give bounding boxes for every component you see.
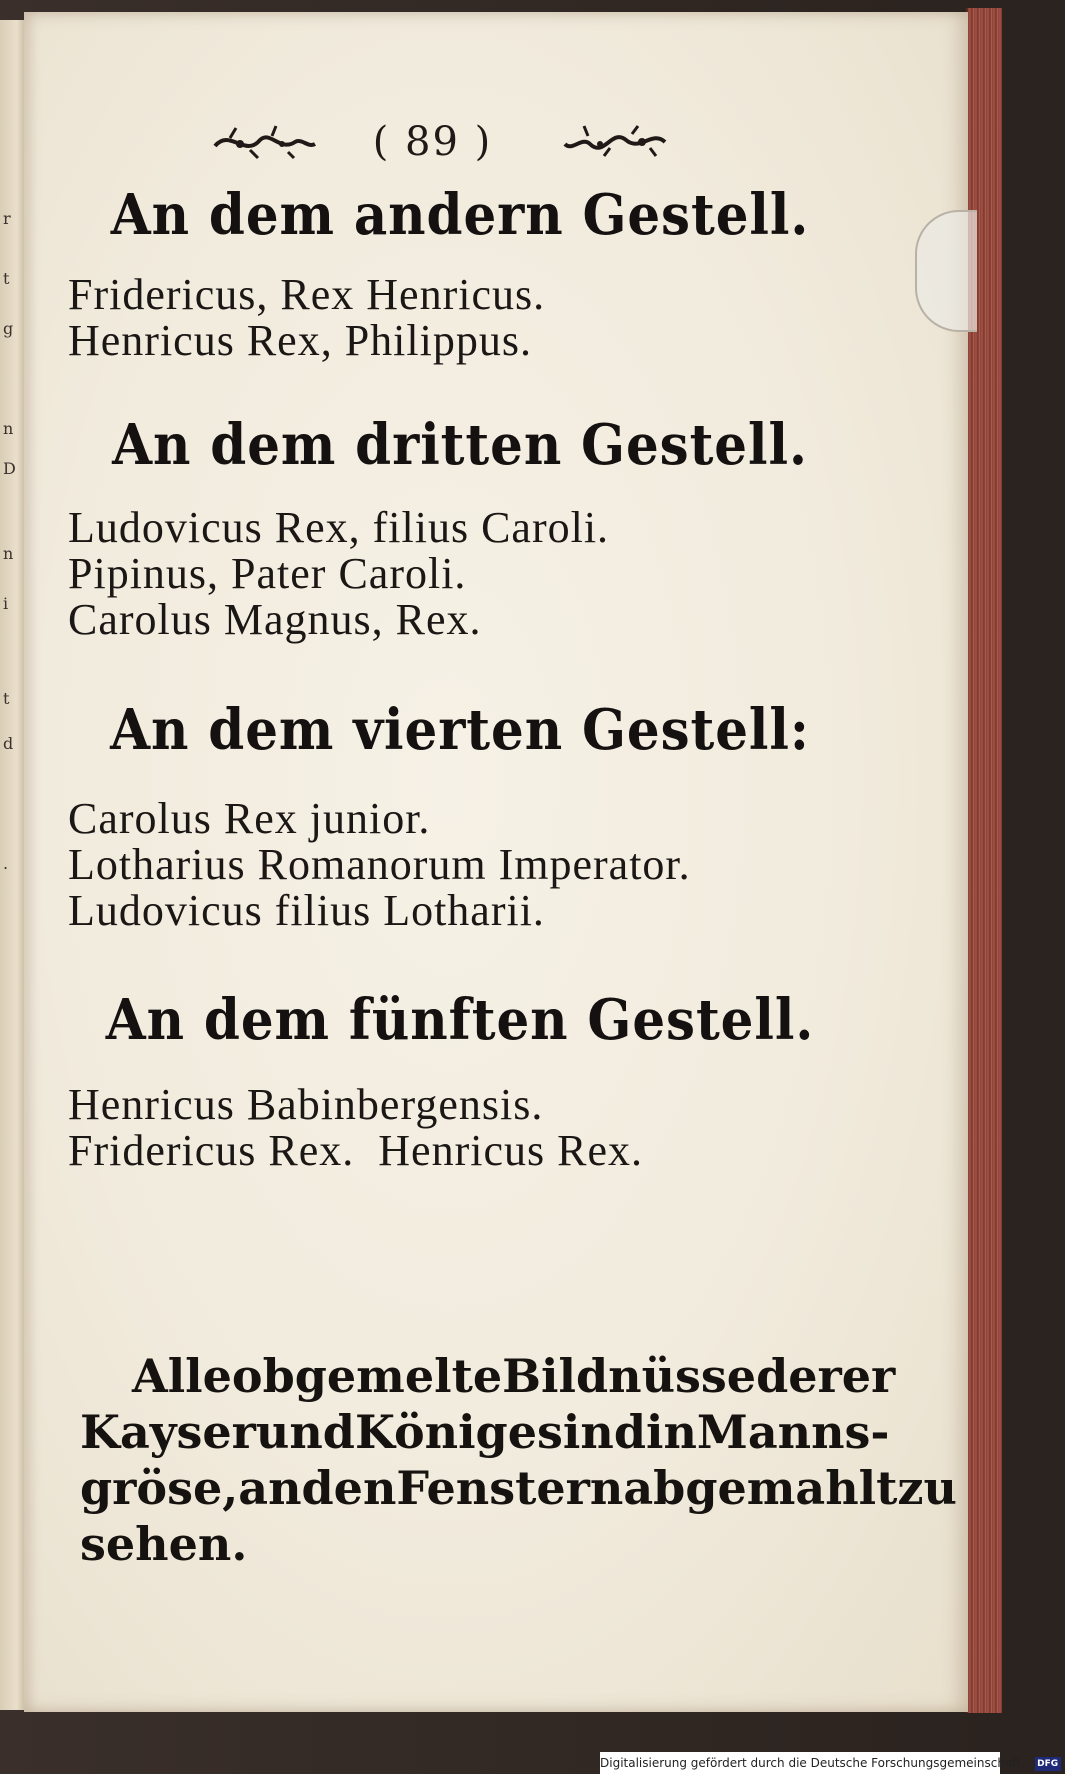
text-line: Henricus Rex, Philippus. xyxy=(68,316,532,365)
bleed-through-mark: t xyxy=(3,269,10,288)
section-lines xyxy=(68,505,868,643)
bleed-through-mark: . xyxy=(3,854,9,873)
paragraph-word: Alle xyxy=(132,1349,232,1403)
bleed-through-mark: d xyxy=(3,734,14,753)
section-heading: An dem fünften Gestell. xyxy=(105,987,815,1053)
credit-text: Digitalisierung gefördert durch die Deutsche Forschungsgemeinschaft · xyxy=(600,1756,1029,1770)
paragraph-word: Könige xyxy=(354,1405,537,1459)
paragraph-line xyxy=(80,1348,896,1404)
section-heading: An dem vierten Gestell: xyxy=(110,697,810,763)
section-lines xyxy=(68,1082,868,1174)
paragraph-word: Manns- xyxy=(696,1405,890,1459)
digitization-credit xyxy=(600,1752,1059,1774)
text-line: Fridericus Rex. Henricus Rex. xyxy=(68,1126,643,1175)
paragraph-word: Fenstern xyxy=(396,1461,624,1515)
section-lines xyxy=(68,796,868,934)
paragraph-word: an xyxy=(238,1461,302,1515)
paragraph-line xyxy=(80,1460,957,1516)
bleed-through-mark: g xyxy=(3,319,14,338)
ornament-right-icon xyxy=(560,118,670,168)
page-tab-marker xyxy=(915,210,977,332)
paragraph-line: sehen. xyxy=(80,1517,248,1571)
bleed-through-mark: n xyxy=(3,544,14,563)
text-line: Fridericus, Rex Henricus. xyxy=(68,270,546,319)
paragraph-word: in xyxy=(645,1405,697,1459)
dfg-logo: DFG xyxy=(1035,1757,1061,1771)
previous-page-edge xyxy=(0,20,25,1710)
text-line: Carolus Magnus, Rex. xyxy=(68,595,482,644)
bleed-through-mark: n xyxy=(3,419,14,438)
paragraph-line xyxy=(80,1404,890,1460)
page-header xyxy=(190,112,670,172)
section-heading: An dem dritten Gestell. xyxy=(112,412,808,478)
paragraph-word: derer xyxy=(756,1349,896,1403)
ornament-left-icon xyxy=(210,118,320,168)
text-line: Pipinus, Pater Caroli. xyxy=(68,549,467,598)
bleed-through-mark: D xyxy=(3,459,16,478)
text-line: Lotharius Romanorum Imperator. xyxy=(68,840,691,889)
paragraph-word: Bildnüsse xyxy=(502,1349,757,1403)
section-heading: An dem andern Gestell. xyxy=(110,182,810,248)
text-line: Henricus Babinbergensis. xyxy=(68,1080,544,1129)
paragraph-word: sind xyxy=(537,1405,646,1459)
section-lines xyxy=(68,272,868,364)
paragraph-word: zu xyxy=(897,1461,957,1515)
text-line: Carolus Rex junior. xyxy=(68,794,431,843)
paragraph-word: gröse, xyxy=(80,1461,239,1515)
paragraph-word: Kayser xyxy=(80,1405,256,1459)
paragraph-word: abgemahlt xyxy=(623,1461,898,1515)
paragraph-word: und xyxy=(255,1405,355,1459)
closing-paragraph xyxy=(80,1348,957,1572)
bleed-through-mark: i xyxy=(3,594,9,613)
text-line: Ludovicus Rex, filius Caroli. xyxy=(68,503,610,552)
paragraph-word: den xyxy=(301,1461,397,1515)
bleed-through-mark: t xyxy=(3,689,10,708)
page-number: ( 89 ) xyxy=(372,119,493,165)
bleed-through-mark: r xyxy=(3,209,11,228)
text-line: Ludovicus filius Lotharii. xyxy=(68,886,545,935)
paragraph-word: obgemelte xyxy=(231,1349,503,1403)
